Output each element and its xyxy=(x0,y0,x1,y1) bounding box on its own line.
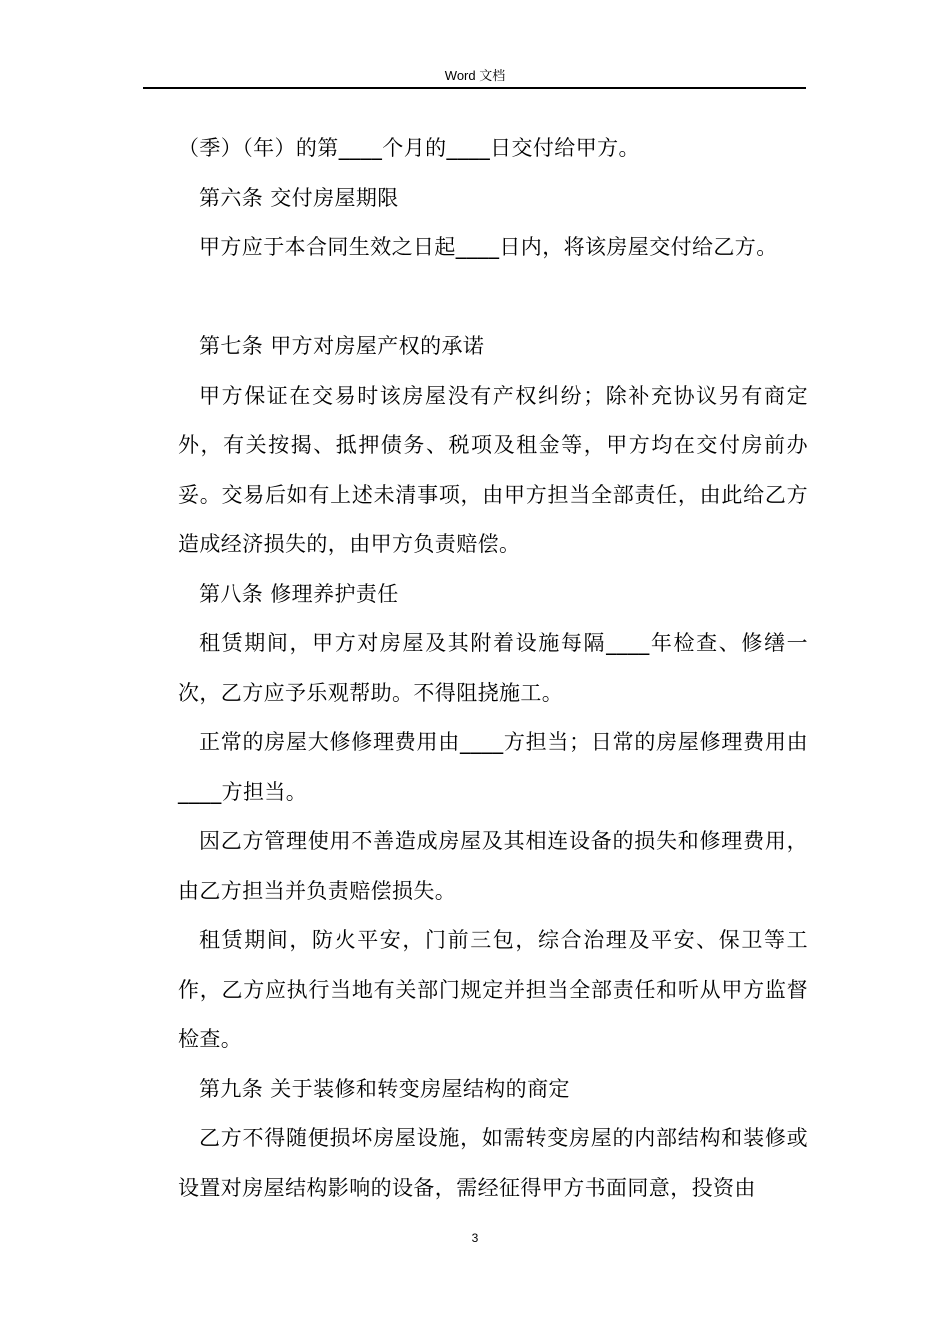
article-8-body-2: 正常的房屋大修修理费用由____方担当；日常的房屋修理费用由____方担当。 xyxy=(178,730,808,804)
article-9-heading: 第九条 关于装修和转变房屋结构的商定 xyxy=(199,1076,570,1101)
header-divider xyxy=(143,87,806,89)
article-6-heading: 第六条 交付房屋期限 xyxy=(199,185,399,210)
page-number: 3 xyxy=(471,1231,479,1245)
blank-line xyxy=(178,273,808,323)
paragraph-continuation: （季）（年）的第____个月的____日交付给甲方。 xyxy=(178,136,640,160)
article-8-body-1: 租赁期间，甲方对房屋及其附着设施每隔____年检查、修缮一次，乙方应予乐观帮助。不得阻挠施工。 xyxy=(178,631,808,705)
article-8-body-4: 租赁期间，防火平安，门前三包，综合治理及平安、保卫等工作，乙方应执行当地有关部门规定并担当全部责任和听从甲方监督检查。 xyxy=(178,928,808,1051)
article-7-heading: 第七条 甲方对房屋产权的承诺 xyxy=(199,334,485,358)
document-body xyxy=(178,124,808,1213)
article-7-body: 甲方保证在交易时该房屋没有产权纠纷；除补充协议另有商定外，有关按揭、抵押债务、税项及租金等，甲方均在交付房前办妥。交易后如有上述未清事项，由甲方担当全部责任，由此给乙方造成经济损失的，由甲方负责赔偿。 xyxy=(178,383,808,556)
article-6-body: 甲方应于本合同生效之日起____日内，将该房屋交付给乙方。 xyxy=(199,235,778,259)
article-8-body-3: 因乙方管理使用不善造成房屋及其相连设备的损失和修理费用，由乙方担当并负责赔偿损失。 xyxy=(178,829,808,903)
article-9-body: 乙方不得随便损坏房屋设施，如需转变房屋的内部结构和装修或设置对房屋结构影响的设备，需经征得甲方书面同意，投资由 xyxy=(178,1126,808,1200)
page-header: Word 文档 xyxy=(444,68,506,83)
article-8-heading: 第八条 修理养护责任 xyxy=(199,581,399,606)
